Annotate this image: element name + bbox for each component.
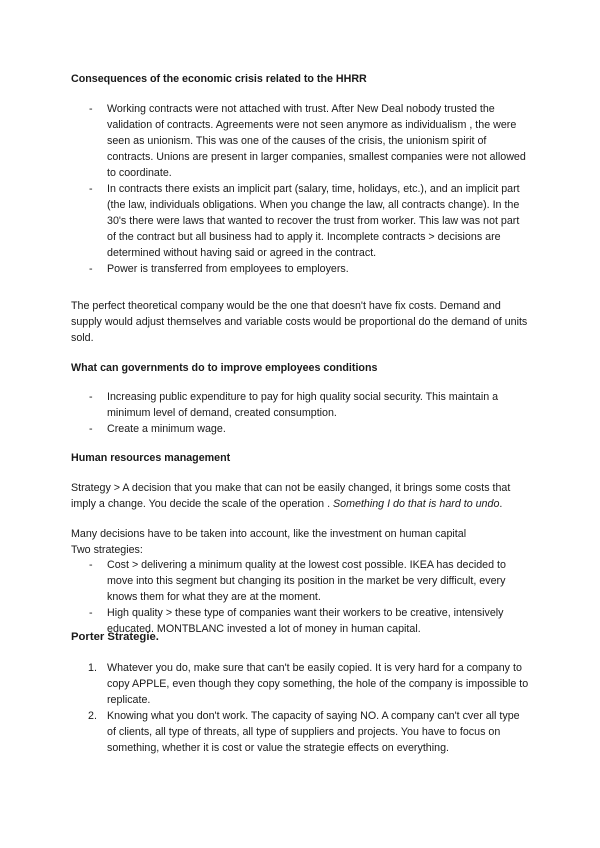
paragraph-strategy-definition — [71, 480, 531, 512]
list-item-text: Knowing what you don't work. The capacity of saying NO. A company can't cver all type of clients, all type of threats, all type of suppliers and projects. You have to focus on something, whether it is cost or value the strategie effects on everything. — [107, 710, 520, 754]
bullet-dash: - — [89, 103, 93, 115]
strategy-text: Strategy > A decision that you make that can not be easily changed, it brings some costs that imply a change. You decide the scale of the operation . — [71, 482, 511, 510]
list-item — [71, 101, 531, 181]
list-item — [71, 557, 531, 605]
list-item-text: Increasing public expenditure to pay for high quality social security. This maintain a minimum level of demand, created consumption. — [107, 391, 499, 419]
list-item-text: Whatever you do, make sure that can't be easily copied. It is very hard for a company to copy APPLE, even though they copy something, the hole of the company is impossible to replicate. — [107, 662, 529, 706]
bullet-dash: - — [89, 559, 93, 571]
list-item-text: High quality > these type of companies want their workers to be creative, intensively educated. MONTBLANC invested a lot of money in human capital. — [107, 607, 504, 635]
bullet-dash: - — [89, 423, 93, 435]
list-item — [71, 261, 531, 277]
government-actions-list — [71, 389, 531, 437]
list-number: 2. — [88, 710, 97, 722]
list-item-text: Working contracts were not attached with trust. After New Deal nobody trusted the validation of contracts. Agreements were not seen anymore as individualism , the were seen as unionism. This was one of the causes of the crisis, the unionism spirit of contracts. Unions are present in larger companies, smallest companies were not allowed to coordinate. — [107, 103, 526, 179]
list-item-text: Cost > delivering a minimum quality at the lowest cost possible. IKEA has decided to move into this segment but changing its position in the market be very difficult, every knows them for what they are at the moment. — [107, 559, 506, 603]
list-item — [71, 181, 531, 261]
list-item — [71, 708, 531, 756]
bullet-dash: - — [89, 607, 93, 619]
paragraph-many-decisions: Many decisions have to be taken into account, like the investment on human capital — [71, 528, 467, 540]
list-item-text: Power is transferred from employees to employers. — [107, 263, 349, 275]
heading-hr-management: Human resources management — [71, 452, 231, 464]
list-item-text: In contracts there exists an implicit part (salary, time, holidays, etc.), and an implicit part (the law, individuals obligations. When you change the law, all contracts change). In the 30's there were laws that wanted to recover the trust from worker. This law was not part of the contract but all business had to apply it. Incomplete contracts > decisions are determined without having said or agreed in the contract. — [107, 183, 520, 259]
list-item — [71, 389, 531, 421]
list-item — [71, 421, 531, 437]
paragraph-two-strategies: Two strategies: — [71, 544, 143, 556]
list-item-text: Create a minimum wage. — [107, 423, 226, 435]
bullet-dash: - — [89, 263, 93, 275]
heading-government-actions: What can governments do to improve employees conditions — [71, 362, 378, 374]
bullet-dash: - — [89, 391, 93, 403]
paragraph-perfect-company: The perfect theoretical company would be the one that doesn't have fix costs. Demand and supply would adjust themselves and variable costs would be proportional do the demand of units sold. — [71, 300, 528, 344]
porter-numbered-list — [71, 660, 531, 756]
crisis-consequences-list — [71, 101, 531, 277]
list-item — [71, 660, 531, 708]
strategies-list — [71, 557, 531, 637]
heading-crisis-consequences: Consequences of the economic crisis related to the HHRR — [71, 73, 367, 85]
bullet-dash: - — [89, 183, 93, 195]
strategy-end: . — [499, 498, 503, 510]
list-number: 1. — [88, 662, 97, 674]
heading-porter-strategie: Porter Strategie. — [71, 631, 159, 643]
strategy-italic-text: Something I do that is hard to undo — [333, 498, 500, 510]
